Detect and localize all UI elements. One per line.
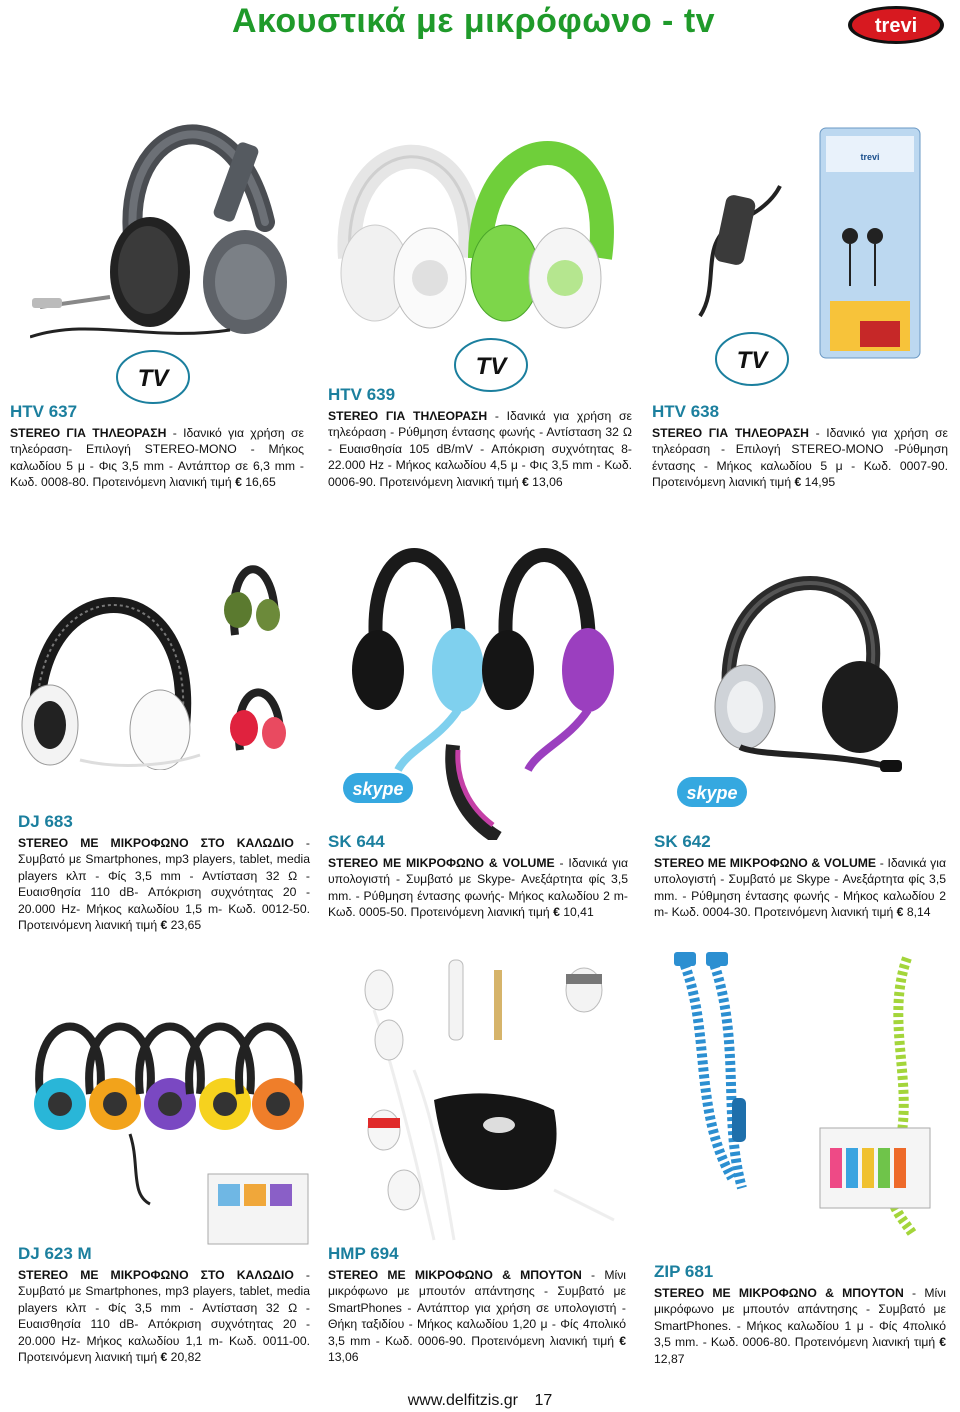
svg-text:skype: skype xyxy=(686,783,738,803)
product-description: STEREO ΜΕ ΜΙΚΡΟΦΩΝΟ ΣΤΟ ΚΑΛΩΔΙΟ - Συμβατό με Smartphones, mp3 players, tablet, media players κλπ - Φίς 3,5 mm - Αντίσταση 32 Ω - Ευαισθησία 110 dB- Απόκριση συχνότητας 20 - 20.000 Hz- Μήκος καλωδίου 1,1 m- Κωδ. 0011-00. Προτεινόμενη λιανική τιμή € 20,82 xyxy=(18,1268,310,1365)
dj-623m-image xyxy=(30,984,310,1246)
product-lead: STEREO ΜΕ ΜΙΚΡΟΦΩΝΟ & VOLUME xyxy=(328,856,555,870)
footer-website[interactable]: www.delfitzis.gr xyxy=(407,1392,518,1409)
product-card-zip-681 xyxy=(654,1262,946,1367)
product-description: STEREO ΓΙΑ ΤΗΛΕΟΡΑΣΗ - Ιδανικά για χρήση σε τηλεόραση - Ρύθμηση έντασης φωνής - Αντίσταση 32 Ω - Ευαισθησία 105 dB/mV - Απόκριση συχνότητας 8-22.000 Hz - Μήκος καλωδίου 4,5 μ - Φις 3,5 mm - Κωδ. 0006-90. Προτεινόμενη λιανική τιμή € 13,06 xyxy=(328,409,632,489)
product-body: - Ιδανικό για χρήση σε τηλεόραση - Επιλογή STEREO-MONO -Ρύθμηση έντασης - Μήκος καλωδίου 5 μ - Κωδ. 0007-90. Προτεινόμενη λιανική τιμή xyxy=(652,426,948,490)
product-lead: STEREO ΜΕ ΜΙΚΡΟΦΩΝΟ & VOLUME xyxy=(654,856,877,870)
svg-text:TV: TV xyxy=(736,347,768,374)
product-body: - Συμβατό με Smartphones, mp3 players, tablet, media players κλπ - Φίς 3,5 mm - Αντίσταση 32 Ω - Ευαισθησία 110 dB- Απόκριση συχνότητας 20 - 20.000 Hz- Μήκος καλωδίου 1,1 m- Κωδ. 0011-00. Προτεινόμενη λιανική τιμή xyxy=(18,1268,310,1365)
product-body: - Μίνι μικρόφωνο με μπουτόν απάντησης - Συμβατό με SmartPhones. - Μήκος καλωδίου 1 μ - Φίς 4πολικό 3,5 mm. - Κωδ. 0006-80. Προτεινόμενη λιανική τιμή xyxy=(654,1286,946,1350)
zip-681-image xyxy=(652,948,942,1238)
svg-text:TV: TV xyxy=(475,353,507,380)
sk-642-image xyxy=(700,532,940,782)
tv-badge xyxy=(713,330,791,388)
brand-logo-text: trevi xyxy=(874,15,918,37)
page-footer xyxy=(0,1392,960,1410)
product-card-htv-639 xyxy=(328,385,632,490)
product-body: - Ιδανικά για υπολογιστή - Συμβατό με Skype- Ανεξάρτητα φίς 3,5 mm. - Ρύθμηση έντασης φωνής- Μήκος καλωδίου 2 m- Κωδ. 0005-50. Προτεινόμενη λιανική τιμή xyxy=(328,856,628,920)
product-description: STEREO ΓΙΑ ΤΗΛΕΟΡΑΣΗ - Ιδανικό για χρήση σε τηλεόραση- Επιλογή STEREO-MONO - Μήκος καλωδίου 5 μ - Φις 3,5 mm - Αντάπτορ σε 6,3 mm - Κωδ. 0008-80. Προτεινόμενη λιανική τιμή € 16,65 xyxy=(10,426,304,490)
footer-page-number: 17 xyxy=(534,1392,553,1409)
trevi-logo xyxy=(846,4,946,46)
product-lead: STEREO ΓΙΑ ΤΗΛΕΟΡΑΣΗ xyxy=(652,426,809,440)
product-card-dj-683 xyxy=(18,812,310,933)
product-lead: STEREO ΓΙΑ ΤΗΛΕΟΡΑΣΗ xyxy=(328,409,488,423)
product-price: 8,14 xyxy=(906,905,931,920)
product-price: 13,06 xyxy=(532,474,563,489)
product-code: SK 644 xyxy=(328,832,385,851)
product-price: 10,41 xyxy=(563,905,594,920)
product-body: - Συμβατό με Smartphones, mp3 players, tablet, media players κλπ - Φίς 3,5 mm - Αντίσταση 32 Ω - Ευαισθησία 110 dB- Απόκριση συχνότητας 20 - 20.000 Hz- Μήκος καλωδίου 1,5 m- Κωδ. 0012-50. Προτεινόμενη λιανική τιμή xyxy=(18,836,310,933)
product-code: SK 642 xyxy=(654,832,711,851)
product-body: - Ιδανικό για χρήση σε τηλεόραση- Επιλογή STEREO-MONO - Μήκος καλωδίου 5 μ - Φις 3,5 mm - Αντάπτορ σε 6,3 mm - Κωδ. 0008-80. Προτεινόμενη λιανική τιμή xyxy=(10,426,304,490)
product-card-sk-642 xyxy=(654,832,946,921)
product-description: STEREO ΜΕ ΜΙΚΡΟΦΩΝΟ & VOLUME - Ιδανικά για υπολογιστή - Συμβατό με Skype- Ανεξάρτητα φίς 3,5 mm. - Ρύθμηση έντασης φωνής- Μήκος καλωδίου 2 m- Κωδ. 0005-50. Προτεινόμενη λιανική τιμή € 10,41 xyxy=(328,856,628,920)
htv-637-image xyxy=(30,72,310,352)
product-lead: STEREO ΜΕ ΜΙΚΡΟΦΩΝΟ ΣΤΟ ΚΑΛΩΔΙΟ xyxy=(18,1268,294,1282)
skype-logo xyxy=(342,770,414,806)
product-code: DJ 683 xyxy=(18,812,73,831)
product-body: - Μίνι μικρόφωνο με μπουτόν απάντησης - Συμβατό με SmartPhones - Αντάπτορ για χρήση σε υπολογιστή - Θήκη ταξιδίου - Μήκος καλωδίου 1,20 μ - Φίς 4πολικό 3,5 mm - Κωδ. 0006-90. Προτεινόμενη λιανική τιμή xyxy=(328,1268,626,1348)
product-code: HTV 639 xyxy=(328,385,396,404)
product-price: 16,65 xyxy=(245,475,276,490)
product-description: STEREO ΜΕ ΜΙΚΡΟΦΩΝΟ & VOLUME - Ιδανικά για υπολογιστή - Συμβατό με Skype - Ανεξάρτητα φίς 3,5 mm. - Ρύθμηση έντασης φωνής - Μήκος καλωδίου 2 m- Κωδ. 0004-30. Προτεινόμενη λιανική τιμή € 8,14 xyxy=(654,856,946,920)
product-code: DJ 623 M xyxy=(18,1244,92,1263)
product-price: 14,95 xyxy=(804,475,836,490)
product-price: 20,82 xyxy=(170,1350,202,1365)
htv-638-image xyxy=(690,126,930,362)
product-description: STEREO ΜΕ ΜΙΚΡΟΦΩΝΟ & ΜΠΟΥΤΟΝ - Μίνι μικρόφωνο με μπουτόν απάντησης - Συμβατό με SmartPhones. - Μήκος καλωδίου 1 μ - Φίς 4πολικό 3,5 mm. - Κωδ. 0006-80. Προτεινόμενη λιανική τιμή € 12,87 xyxy=(654,1286,947,1366)
product-body: - Ιδανικά για χρήση σε τηλεόραση - Ρύθμηση έντασης φωνής - Αντίσταση 32 Ω - Ευαισθησία 105 dB/mV - Απόκριση συχνότητας 8-22.000 Hz - Μήκος καλωδίου 4,5 μ - Φις 3,5 mm - Κωδ. 0006-90. Προτεινόμενη λιανική τιμή xyxy=(328,409,632,489)
product-price: 12,87 xyxy=(654,1351,685,1366)
product-lead: STEREO ΜΕ ΜΙΚΡΟΦΩΝΟ ΣΤΟ ΚΑΛΩΔΙΟ xyxy=(18,836,294,850)
product-description: STEREO ΜΕ ΜΙΚΡΟΦΩΝΟ ΣΤΟ ΚΑΛΩΔΙΟ - Συμβατό με Smartphones, mp3 players, tablet, media players κλπ - Φίς 3,5 mm - Αντίσταση 32 Ω - Ευαισθησία 110 dB- Απόκριση συχνότητας 20 - 20.000 Hz- Μήκος καλωδίου 1,5 m- Κωδ. 0012-50. Προτεινόμενη λιανική τιμή € 23,65 xyxy=(18,836,310,933)
product-card-htv-638 xyxy=(652,402,948,491)
product-lead: STEREO ΜΕ ΜΙΚΡΟΦΩΝΟ & ΜΠΟΥΤΟΝ xyxy=(328,1268,582,1282)
product-price: 13,06 xyxy=(328,1350,359,1365)
product-card-dj-623m xyxy=(18,1244,310,1365)
product-card-hmp-694 xyxy=(328,1244,626,1365)
product-lead: STEREO ΜΕ ΜΙΚΡΟΦΩΝΟ & ΜΠΟΥΤΟΝ xyxy=(654,1286,904,1300)
product-price: 23,65 xyxy=(170,918,202,933)
svg-text:TV: TV xyxy=(137,365,169,392)
tv-badge xyxy=(114,348,192,406)
product-code: HTV 637 xyxy=(10,402,78,421)
skype-logo xyxy=(676,774,748,810)
htv-639-image xyxy=(330,108,620,344)
svg-text:skype: skype xyxy=(352,779,404,799)
product-body: - Ιδανικά για υπολογιστή - Συμβατό με Skype - Ανεξάρτητα φίς 3,5 mm. - Ρύθμηση έντασης φωνής - Μήκος καλωδίου 2 m- Κωδ. 0004-30. Προτεινόμενη λιανική τιμή xyxy=(654,856,946,920)
product-description: STEREO ΓΙΑ ΤΗΛΕΟΡΑΣΗ - Ιδανικό για χρήση σε τηλεόραση - Επιλογή STEREO-MONO -Ρύθμηση έντασης - Μήκος καλωδίου 5 μ - Κωδ. 0007-90. Προτεινόμενη λιανική τιμή € 14,95 xyxy=(652,426,948,490)
page-title: Ακουστικά με μικρόφωνο - tv xyxy=(232,2,716,40)
product-code: HMP 694 xyxy=(328,1244,399,1263)
product-code: ZIP 681 xyxy=(654,1262,714,1281)
product-card-htv-637 xyxy=(10,402,304,491)
product-code: HTV 638 xyxy=(652,402,720,421)
dj-683-image xyxy=(20,540,300,770)
product-lead: STEREO ΓΙΑ ΤΗΛΕΟΡΑΣΗ xyxy=(10,426,167,440)
product-card-sk-644 xyxy=(328,832,628,921)
package-mini-text: trevi xyxy=(860,152,880,162)
product-description: STEREO ΜΕ ΜΙΚΡΟΦΩΝΟ & ΜΠΟΥΤΟΝ - Μίνι μικρόφωνο με μπουτόν απάντησης - Συμβατό με SmartPhones - Αντάπτορ για χρήση σε υπολογιστή - Θήκη ταξιδίου - Μήκος καλωδίου 1,20 μ - Φίς 4πολικό 3,5 mm - Κωδ. 0006-90. Προτεινόμενη λιανική τιμή € 13,06 xyxy=(328,1268,627,1365)
hmp-694-image xyxy=(354,950,624,1250)
